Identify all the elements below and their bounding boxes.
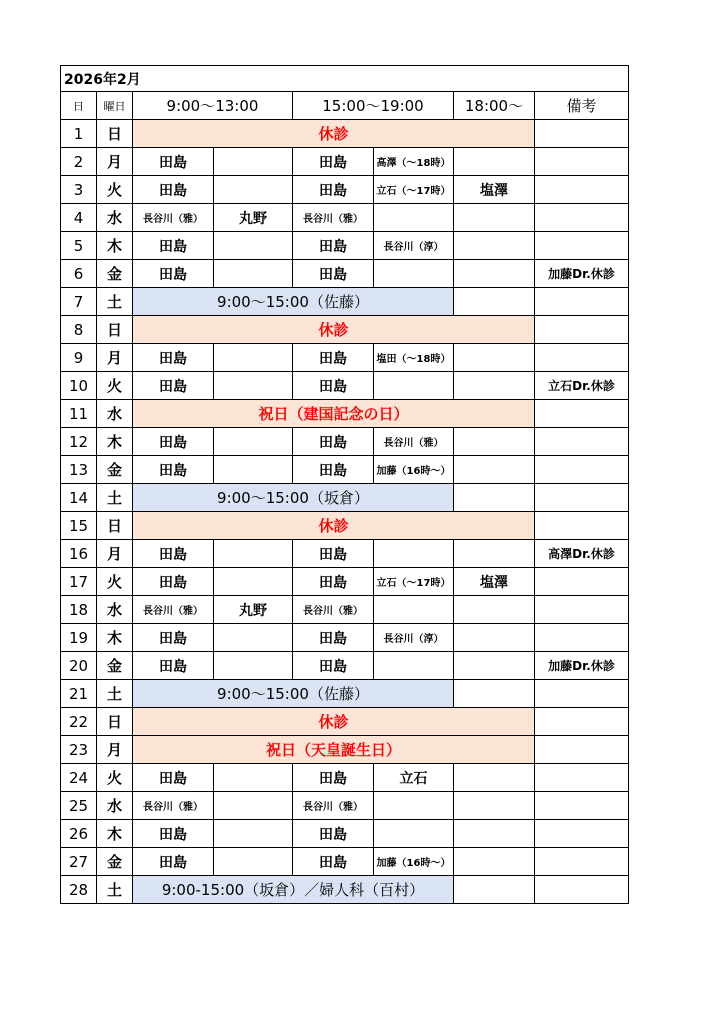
evening-doctor (454, 848, 535, 876)
morning-doctor-1: 田島 (133, 764, 214, 792)
evening-doctor (454, 624, 535, 652)
evening-doctor (454, 792, 535, 820)
morning-doctor-2 (214, 792, 293, 820)
schedule-row (61, 820, 629, 848)
morning-doctor-2 (214, 260, 293, 288)
day-number: 17 (61, 568, 97, 596)
morning-doctor-2 (214, 652, 293, 680)
afternoon-doctor-1: 田島 (293, 848, 374, 876)
evening-doctor: 塩澤 (454, 568, 535, 596)
weekday: 水 (97, 792, 133, 820)
evening-doctor (454, 876, 535, 904)
afternoon-doctor-1: 田島 (293, 232, 374, 260)
remarks (535, 288, 629, 316)
weekday: 土 (97, 288, 133, 316)
weekday: 木 (97, 428, 133, 456)
remarks: 加藤Dr.休診 (535, 260, 629, 288)
remarks (535, 148, 629, 176)
afternoon-doctor-1: 田島 (293, 764, 374, 792)
day-number: 19 (61, 624, 97, 652)
morning-doctor-1: 田島 (133, 428, 214, 456)
morning-doctor-1: 田島 (133, 540, 214, 568)
afternoon-doctor-2: 塩田（〜18時） (374, 344, 454, 372)
evening-doctor (454, 456, 535, 484)
remarks (535, 484, 629, 512)
closed-label: 休診 (133, 316, 535, 344)
remarks (535, 456, 629, 484)
schedule-row (61, 764, 629, 792)
day-number: 8 (61, 316, 97, 344)
remarks (535, 344, 629, 372)
closed-label: 祝日（天皇誕生日） (133, 736, 535, 764)
day-number: 10 (61, 372, 97, 400)
evening-doctor (454, 372, 535, 400)
weekday: 土 (97, 484, 133, 512)
morning-doctor-1: 田島 (133, 232, 214, 260)
afternoon-doctor-2 (374, 204, 454, 232)
saturday-hours: 9:00-15:00（坂倉）／婦人科（百村） (133, 876, 454, 904)
day-number: 16 (61, 540, 97, 568)
morning-doctor-2 (214, 540, 293, 568)
schedule-row (61, 120, 629, 148)
afternoon-doctor-2: 立石 (374, 764, 454, 792)
afternoon-doctor-2: 高澤（〜18時） (374, 148, 454, 176)
weekday: 火 (97, 372, 133, 400)
schedule-row (61, 176, 629, 204)
evening-doctor (454, 652, 535, 680)
weekday: 火 (97, 568, 133, 596)
afternoon-doctor-2 (374, 792, 454, 820)
remarks (535, 680, 629, 708)
day-number: 12 (61, 428, 97, 456)
day-number: 27 (61, 848, 97, 876)
saturday-hours: 9:00〜15:00（佐藤） (133, 680, 454, 708)
evening-doctor (454, 148, 535, 176)
schedule-row (61, 400, 629, 428)
afternoon-doctor-1: 長谷川（雅） (293, 792, 374, 820)
afternoon-doctor-2: 長谷川（雅） (374, 428, 454, 456)
remarks (535, 428, 629, 456)
morning-doctor-2 (214, 624, 293, 652)
schedule-row (61, 652, 629, 680)
weekday: 金 (97, 260, 133, 288)
day-number: 9 (61, 344, 97, 372)
remarks (535, 708, 629, 736)
day-number: 3 (61, 176, 97, 204)
saturday-hours: 9:00〜15:00（佐藤） (133, 288, 454, 316)
afternoon-doctor-1: 長谷川（雅） (293, 596, 374, 624)
schedule-row (61, 288, 629, 316)
header-afternoon: 15:00〜19:00 (293, 92, 454, 120)
morning-doctor-1: 田島 (133, 260, 214, 288)
day-number: 6 (61, 260, 97, 288)
afternoon-doctor-2 (374, 260, 454, 288)
afternoon-doctor-1: 田島 (293, 540, 374, 568)
schedule-row (61, 148, 629, 176)
schedule-row (61, 540, 629, 568)
evening-doctor (454, 680, 535, 708)
morning-doctor-1: 田島 (133, 624, 214, 652)
schedule-row (61, 428, 629, 456)
remarks (535, 624, 629, 652)
evening-doctor (454, 596, 535, 624)
remarks (535, 820, 629, 848)
morning-doctor-1: 田島 (133, 176, 214, 204)
evening-doctor: 塩澤 (454, 176, 535, 204)
morning-doctor-1: 田島 (133, 568, 214, 596)
afternoon-doctor-2: 立石（〜17時） (374, 568, 454, 596)
schedule-row (61, 484, 629, 512)
day-number: 24 (61, 764, 97, 792)
remarks (535, 568, 629, 596)
day-number: 5 (61, 232, 97, 260)
afternoon-doctor-1: 田島 (293, 148, 374, 176)
afternoon-doctor-2: 長谷川（淳） (374, 232, 454, 260)
evening-doctor (454, 260, 535, 288)
weekday: 金 (97, 848, 133, 876)
weekday: 金 (97, 652, 133, 680)
day-number: 14 (61, 484, 97, 512)
afternoon-doctor-1: 田島 (293, 260, 374, 288)
schedule-row (61, 848, 629, 876)
afternoon-doctor-2 (374, 540, 454, 568)
schedule-row (61, 624, 629, 652)
evening-doctor (454, 820, 535, 848)
evening-doctor (454, 344, 535, 372)
day-number: 4 (61, 204, 97, 232)
morning-doctor-2 (214, 820, 293, 848)
schedule-row (61, 232, 629, 260)
evening-doctor (454, 540, 535, 568)
morning-doctor-1: 田島 (133, 372, 214, 400)
schedule-row (61, 316, 629, 344)
weekday: 月 (97, 736, 133, 764)
schedule-body (61, 66, 629, 904)
morning-doctor-2 (214, 232, 293, 260)
day-number: 25 (61, 792, 97, 820)
evening-doctor (454, 428, 535, 456)
header-remarks: 備考 (535, 92, 629, 120)
day-number: 13 (61, 456, 97, 484)
morning-doctor-2: 丸野 (214, 204, 293, 232)
weekday: 日 (97, 512, 133, 540)
morning-doctor-1: 長谷川（雅） (133, 792, 214, 820)
afternoon-doctor-1: 田島 (293, 652, 374, 680)
closed-label: 祝日（建国記念の日） (133, 400, 535, 428)
weekday: 金 (97, 456, 133, 484)
weekday: 水 (97, 596, 133, 624)
schedule-row (61, 568, 629, 596)
day-number: 28 (61, 876, 97, 904)
day-number: 2 (61, 148, 97, 176)
morning-doctor-2: 丸野 (214, 596, 293, 624)
afternoon-doctor-1: 田島 (293, 372, 374, 400)
weekday: 木 (97, 820, 133, 848)
morning-doctor-2 (214, 428, 293, 456)
day-number: 11 (61, 400, 97, 428)
weekday: 日 (97, 120, 133, 148)
morning-doctor-2 (214, 148, 293, 176)
weekday: 土 (97, 680, 133, 708)
morning-doctor-2 (214, 456, 293, 484)
header-row (61, 92, 629, 120)
remarks (535, 848, 629, 876)
day-number: 26 (61, 820, 97, 848)
schedule-row (61, 736, 629, 764)
closed-label: 休診 (133, 512, 535, 540)
remarks: 高澤Dr.休診 (535, 540, 629, 568)
morning-doctor-1: 田島 (133, 820, 214, 848)
remarks (535, 792, 629, 820)
day-number: 20 (61, 652, 97, 680)
header-weekday: 曜日 (97, 92, 133, 120)
afternoon-doctor-1: 田島 (293, 568, 374, 596)
afternoon-doctor-1: 田島 (293, 428, 374, 456)
closed-label: 休診 (133, 708, 535, 736)
weekday: 月 (97, 344, 133, 372)
weekday: 日 (97, 708, 133, 736)
morning-doctor-2 (214, 568, 293, 596)
remarks (535, 512, 629, 540)
remarks (535, 204, 629, 232)
afternoon-doctor-2 (374, 820, 454, 848)
header-evening: 18:00〜 (454, 92, 535, 120)
closed-label: 休診 (133, 120, 535, 148)
remarks: 立石Dr.休診 (535, 372, 629, 400)
schedule-row (61, 456, 629, 484)
schedule-table (60, 65, 629, 904)
remarks (535, 120, 629, 148)
schedule-row (61, 596, 629, 624)
header-morning: 9:00〜13:00 (133, 92, 293, 120)
afternoon-doctor-2 (374, 372, 454, 400)
weekday: 木 (97, 624, 133, 652)
morning-doctor-1: 田島 (133, 848, 214, 876)
title-row (61, 66, 629, 92)
morning-doctor-2 (214, 176, 293, 204)
schedule-row (61, 260, 629, 288)
evening-doctor (454, 204, 535, 232)
afternoon-doctor-2: 加藤（16時〜） (374, 848, 454, 876)
remarks: 加藤Dr.休診 (535, 652, 629, 680)
remarks (535, 736, 629, 764)
afternoon-doctor-1: 田島 (293, 176, 374, 204)
afternoon-doctor-2 (374, 596, 454, 624)
weekday: 火 (97, 764, 133, 792)
schedule-row (61, 876, 629, 904)
afternoon-doctor-2: 長谷川（淳） (374, 624, 454, 652)
remarks (535, 232, 629, 260)
weekday: 月 (97, 540, 133, 568)
morning-doctor-1: 田島 (133, 456, 214, 484)
day-number: 23 (61, 736, 97, 764)
weekday: 土 (97, 876, 133, 904)
morning-doctor-1: 田島 (133, 652, 214, 680)
saturday-hours: 9:00〜15:00（坂倉） (133, 484, 454, 512)
schedule-row (61, 204, 629, 232)
afternoon-doctor-2: 加藤（16時〜） (374, 456, 454, 484)
day-number: 18 (61, 596, 97, 624)
day-number: 21 (61, 680, 97, 708)
schedule-row (61, 512, 629, 540)
evening-doctor (454, 764, 535, 792)
schedule-row (61, 344, 629, 372)
morning-doctor-1: 田島 (133, 148, 214, 176)
afternoon-doctor-1: 田島 (293, 624, 374, 652)
schedule-row (61, 680, 629, 708)
day-number: 7 (61, 288, 97, 316)
morning-doctor-2 (214, 764, 293, 792)
remarks (535, 596, 629, 624)
morning-doctor-2 (214, 848, 293, 876)
schedule-row (61, 372, 629, 400)
weekday: 日 (97, 316, 133, 344)
weekday: 火 (97, 176, 133, 204)
remarks (535, 400, 629, 428)
weekday: 木 (97, 232, 133, 260)
month-title: 2026年2月 (61, 66, 629, 92)
morning-doctor-1: 長谷川（雅） (133, 596, 214, 624)
schedule-row (61, 792, 629, 820)
day-number: 1 (61, 120, 97, 148)
day-number: 22 (61, 708, 97, 736)
day-number: 15 (61, 512, 97, 540)
afternoon-doctor-1: 田島 (293, 344, 374, 372)
evening-doctor (454, 484, 535, 512)
weekday: 月 (97, 148, 133, 176)
afternoon-doctor-1: 長谷川（雅） (293, 204, 374, 232)
header-date: 日 (61, 92, 97, 120)
morning-doctor-1: 田島 (133, 344, 214, 372)
weekday: 水 (97, 400, 133, 428)
weekday: 水 (97, 204, 133, 232)
remarks (535, 316, 629, 344)
afternoon-doctor-2: 立石（〜17時） (374, 176, 454, 204)
schedule-row (61, 708, 629, 736)
afternoon-doctor-1: 田島 (293, 456, 374, 484)
morning-doctor-2 (214, 344, 293, 372)
remarks (535, 176, 629, 204)
remarks (535, 764, 629, 792)
remarks (535, 876, 629, 904)
morning-doctor-2 (214, 372, 293, 400)
afternoon-doctor-1: 田島 (293, 820, 374, 848)
morning-doctor-1: 長谷川（雅） (133, 204, 214, 232)
evening-doctor (454, 232, 535, 260)
afternoon-doctor-2 (374, 652, 454, 680)
evening-doctor (454, 288, 535, 316)
